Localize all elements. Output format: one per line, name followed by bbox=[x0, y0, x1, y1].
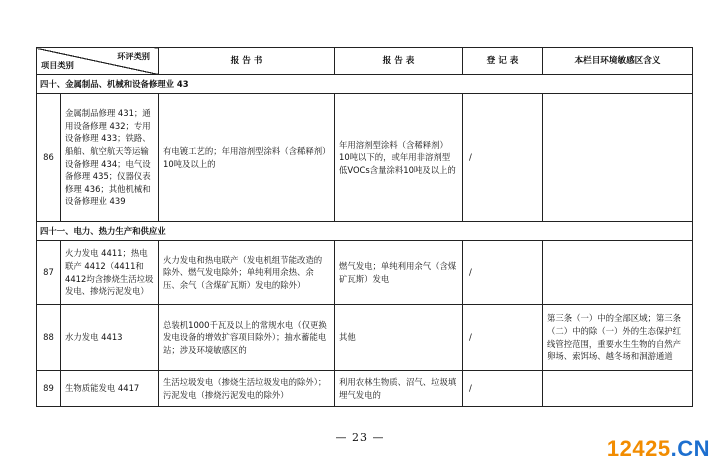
table-row bbox=[37, 371, 693, 407]
project-category: 生物质能发电 4417 bbox=[61, 371, 159, 407]
register-cell bbox=[463, 371, 543, 407]
section-title-40: 四十、金属制品、机械和设备修理业 43 bbox=[37, 75, 693, 94]
report-book-cell: 有电镀工艺的；年用溶剂型涂料（含稀释剂）10吨及以上的 bbox=[159, 94, 335, 222]
register-cell bbox=[463, 305, 543, 371]
report-table-cell: 其他 bbox=[335, 305, 463, 371]
watermark-domain: .CN bbox=[670, 436, 710, 461]
section-row-40 bbox=[37, 75, 693, 94]
section-title-41: 四十一、电力、热力生产和供应业 bbox=[37, 222, 693, 241]
header-report-table: 报 告 表 bbox=[335, 48, 463, 75]
row-number: 86 bbox=[37, 94, 61, 222]
report-book-cell: 总装机1000千瓦及以上的常规水电（仅更换发电设备的增效扩容项目除外）；抽水蓄能电站；涉及环境敏感区的 bbox=[159, 305, 335, 371]
project-category: 火力发电 4411；热电联产 4412（4411和4412均含掺烧生活垃圾发电、掺烧污泥发电） bbox=[61, 241, 159, 305]
site-watermark-logo bbox=[607, 436, 710, 462]
report-book-cell: 火力发电和热电联产（发电机组节能改造的除外、燃气发电除外；单纯利用余热、余压、余气（含煤矿瓦斯）发电的除外） bbox=[159, 241, 335, 305]
table-row bbox=[37, 305, 693, 371]
row-number: 88 bbox=[37, 305, 61, 371]
register-value: / bbox=[469, 152, 472, 163]
header-report-book: 报 告 书 bbox=[159, 48, 335, 75]
sensitive-area-cell bbox=[543, 94, 693, 222]
header-eia-category: 环评类别 bbox=[117, 51, 150, 61]
header-project-category: 项目类别 bbox=[41, 60, 74, 71]
project-category: 金属制品修理 431；通用设备修理 432；专用设备修理 433；铁路、船舶、航空航天等运输设备修理 434；电气设备修理 435；仪器仪表修理 436；其他机械和设备修理业 439 bbox=[61, 94, 159, 222]
sensitive-area-cell: 第三条（一）中的全部区域；第三条（二）中的除（一）外的生态保护红线管控范围，重要水生生物的自然产卵场、索饵场、越冬场和洄游通道 bbox=[543, 305, 693, 371]
header-diagonal-cell bbox=[37, 48, 159, 75]
register-value: / bbox=[469, 267, 472, 278]
report-book-cell: 生活垃圾发电（掺烧生活垃圾发电的除外）；污泥发电（掺烧污泥发电的除外） bbox=[159, 371, 335, 407]
report-table-cell: 利用农林生物质、沼气、垃圾填埋气发电的 bbox=[335, 371, 463, 407]
register-cell bbox=[463, 94, 543, 222]
eia-classification-table bbox=[36, 47, 693, 407]
header-register: 登 记 表 bbox=[463, 48, 543, 75]
watermark-number: 12425 bbox=[606, 436, 671, 461]
register-value: / bbox=[469, 383, 472, 394]
sensitive-area-cell bbox=[543, 241, 693, 305]
sensitive-area-cell bbox=[543, 371, 693, 407]
header-sensitive-area: 本栏目环境敏感区含义 bbox=[543, 48, 693, 75]
section-row-41 bbox=[37, 222, 693, 241]
row-number: 89 bbox=[37, 371, 61, 407]
project-category: 水力发电 4413 bbox=[61, 305, 159, 371]
table-row bbox=[37, 94, 693, 222]
table-header-row bbox=[37, 48, 693, 75]
register-cell bbox=[463, 241, 543, 305]
table-row bbox=[37, 241, 693, 305]
register-value: / bbox=[469, 332, 472, 343]
row-number: 87 bbox=[37, 241, 61, 305]
page-number: — 23 — bbox=[335, 431, 385, 444]
report-table-cell: 年用溶剂型涂料（含稀释剂）10吨以下的，或年用非溶剂型低VOCs含量涂料10吨及以上的 bbox=[335, 94, 463, 222]
report-table-cell: 燃气发电；单纯利用余气（含煤矿瓦斯）发电 bbox=[335, 241, 463, 305]
